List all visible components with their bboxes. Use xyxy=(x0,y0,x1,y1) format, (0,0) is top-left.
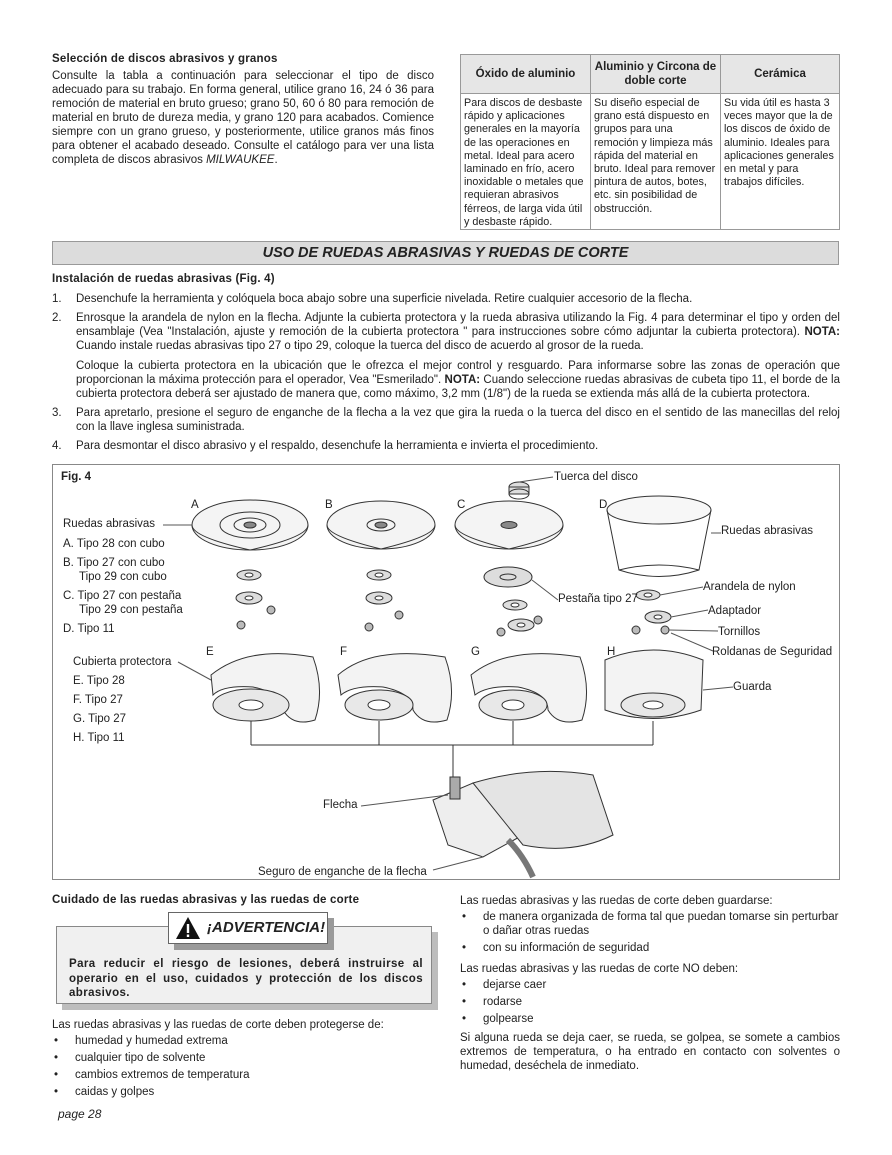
step-sub-paragraph xyxy=(76,359,840,401)
step-number: 3. xyxy=(52,407,62,419)
step-item xyxy=(52,406,840,434)
step-text: Desenchufe la herramienta y colóquela boca abajo sobre una superficie nivelada. Retire cualquier accesorio de la flecha. xyxy=(76,293,693,305)
label-spindle: Flecha xyxy=(323,799,358,811)
note-label: NOTA: xyxy=(444,374,481,386)
letter-a: A xyxy=(191,499,199,511)
letter-e: E xyxy=(206,646,214,658)
list-item: • de manera organizada de forma tal que puedan tomarse sin perturbar o dañar otras ruedas xyxy=(460,910,840,938)
store-list xyxy=(460,910,840,958)
guard-drawings xyxy=(211,650,703,722)
label-wheel-nut: Tuerca del disco xyxy=(554,471,638,483)
label-flange: Pestaña tipo 27 xyxy=(558,593,638,605)
label-type-a: A. Tipo 28 con cubo xyxy=(63,538,165,550)
list-item: • caidas y golpes xyxy=(52,1085,434,1099)
label-spindle-lock: Seguro de enganche de la flecha xyxy=(258,866,427,878)
label-type-d: D. Tipo 11 xyxy=(63,623,115,635)
step-text: Para apretarlo, presione el seguro de enganche de la flecha a la vez que gira la rueda o la tuerca del disco en el sentido de las manecillas del reloj con la llave inglesa suministrada. xyxy=(76,407,840,433)
letter-d: D xyxy=(599,499,608,511)
warning-text: Para reducir el riesgo de lesiones, deberá instruirse al operario en el uso, cuidados y protección de los discos abrasivos. xyxy=(69,958,423,999)
step-item xyxy=(52,292,840,306)
table-header-zirconia: Aluminio y Circona de doble corte xyxy=(591,55,721,94)
sub-text: Coloque la cubierta protectora en la ubicación que le ofrezca el mejor control y resguardo. Para informarse sobre las zonas de operación que proporcionan la máxima protección para el operador, Vea "Esmerilado". xyxy=(76,360,840,386)
cup-wheel-d-drawing xyxy=(607,496,711,577)
section-heading-disc-selection: Selección de discos abrasivos y granos xyxy=(52,53,278,65)
label-type-c1: C. Tipo 27 con pestaña xyxy=(63,590,182,602)
list-item: • golpearse xyxy=(460,1012,840,1026)
disc-selection-paragraph xyxy=(52,69,434,167)
letter-f: F xyxy=(340,646,348,658)
brand-name: MILWAUKEE xyxy=(206,154,275,166)
section-heading-installation: Instalación de ruedas abrasivas (Fig. 4) xyxy=(52,273,275,285)
letter-g: G xyxy=(471,646,480,658)
label-type-h: H. Tipo 11 xyxy=(73,732,125,744)
section-banner: USO DE RUEDAS ABRASIVAS Y RUEDAS DE CORTE xyxy=(52,241,839,265)
table-cell-aluminum-oxide: Para discos de desbaste rápido y aplicaciones generales en la mayoría de las operaciones en metal. Ideal para acero laminado en frío, acero inoxidable o metales que requieran abrasivos férreos, de larga vida útil y desbaste rápido. xyxy=(461,94,591,230)
label-lockwashers: Roldanas de Seguridad xyxy=(712,646,833,658)
step-text: Para desmontar el disco abrasivo y el respaldo, desenchufe la herramienta e invierta el procedimiento. xyxy=(76,440,599,452)
list-item: • dejarse caer xyxy=(460,978,840,992)
protect-intro: Las ruedas abrasivas y las ruedas de corte deben protegerse de: xyxy=(52,1019,384,1031)
list-item: • humedad y humedad extrema xyxy=(52,1034,434,1048)
installation-steps xyxy=(52,292,840,458)
store-intro: Las ruedas abrasivas y las ruedas de corte deben guardarse: xyxy=(460,895,773,907)
label-wheels-left: Ruedas abrasivas xyxy=(63,518,156,530)
label-adapter: Adaptador xyxy=(708,605,762,617)
step-item xyxy=(52,311,840,401)
list-item: • rodarse xyxy=(460,995,840,1009)
table-cell-zirconia: Su diseño especial de grano está dispuesto en grupos para una remoción y limpieza más rápida del material en bruto. Ideal para remover pintura de autos, botes, etc. sin posibilidad de obstrucción. xyxy=(591,94,721,230)
label-nylon-washer: Arandela de nylon xyxy=(703,581,796,593)
grinder-drawing xyxy=(433,771,613,877)
label-type-c2: Tipo 29 con pestaña xyxy=(79,604,183,616)
label-type-e: E. Tipo 28 xyxy=(73,675,125,687)
not-intro: Las ruedas abrasivas y las ruedas de corte NO deben: xyxy=(460,963,739,975)
disc-selection-text-end: . xyxy=(274,154,278,166)
label-type-b1: B. Tipo 27 con cubo xyxy=(63,557,165,569)
table-cell-ceramic: Su vida útil es hasta 3 veces mayor que la de los discos de óxido de aluminio. Ideales para aplicaciones generales en metal y para trabajos difíciles. xyxy=(721,94,840,230)
wheel-a-drawing xyxy=(192,500,308,550)
wheel-b-drawing xyxy=(327,501,435,549)
label-wheels-right: Ruedas abrasivas xyxy=(721,525,814,537)
figure-4 xyxy=(52,464,840,880)
warning-title-box xyxy=(168,912,328,944)
wheel-nut-drawing xyxy=(509,482,529,499)
wheel-c-drawing xyxy=(455,501,563,549)
label-guard-right: Guarda xyxy=(733,681,772,693)
step-number: 2. xyxy=(52,312,62,324)
warning-title: ¡ADVERTENCIA! xyxy=(207,919,326,936)
letter-c: C xyxy=(457,499,466,511)
list-item: • cambios extremos de temperatura xyxy=(52,1068,434,1082)
protect-list xyxy=(52,1034,434,1102)
table-header-ceramic: Cerámica xyxy=(721,55,840,94)
label-type-g: G. Tipo 27 xyxy=(73,713,127,725)
warning-triangle-icon xyxy=(175,916,201,940)
label-type-b2: Tipo 29 con cubo xyxy=(79,571,167,583)
step-number: 1. xyxy=(52,293,62,305)
page-number: page 28 xyxy=(58,1107,102,1121)
label-screws: Tornillos xyxy=(718,626,761,638)
step-item xyxy=(52,439,840,453)
table-header-aluminum-oxide: Óxido de aluminio xyxy=(461,55,591,94)
step-text: Enrosque la arandela de nylon en la flecha. Adjunte la cubierta protectora y la rueda abrasiva utilizando la Fig. 4 para determinar el tipo y orden del ensamblaje (Vea "Instalación, ajuste y remoción de la cubierta protectora " para instrucciones sobre cómo adjuntar la cubierta protectora). xyxy=(76,312,840,338)
disc-selection-text: Consulte la tabla a continuación para seleccionar el tipo de disco adecuado para su trabajo. En forma general, utilice grano 16, 24 ó 36 para remoción de material en bruto grueso; grano 50, 60 ó 80 para remoción de material en bruto de dureza media, y grano 120 para acabados. Comience siempre con un grano grueso, y posteriormente, utilice granos más finos para obtener el acabado deseado. Consulte el catálogo para ver una lista completa de discos abrasivos xyxy=(52,70,434,166)
letter-b: B xyxy=(325,499,333,511)
figure-title: Fig. 4 xyxy=(61,471,92,483)
abrasive-table xyxy=(460,54,840,230)
not-list xyxy=(460,978,840,1029)
letter-h: H xyxy=(607,646,616,658)
list-item: • cualquier tipo de solvente xyxy=(52,1051,434,1065)
note-text: Cuando instale ruedas abrasivas tipo 27 o tipo 29, coloque la tuerca del disco de acuerdo al grosor de la rueda. xyxy=(76,340,644,352)
note-text: Cuando seleccione ruedas abrasivas de cubeta tipo 11, el borde de la cubierta protectora deberá ser ajustado de manera que, como máximo, 3,2 mm (1/8") de la rueda se extienda más allá de la cubierta protectora. xyxy=(76,374,841,400)
label-type-f: F. Tipo 27 xyxy=(73,694,123,706)
step-number: 4. xyxy=(52,440,62,452)
section-heading-care: Cuidado de las ruedas abrasivas y las ruedas de corte xyxy=(52,894,360,906)
list-item: • con su información de seguridad xyxy=(460,941,840,955)
label-guard-left: Cubierta protectora xyxy=(73,656,172,668)
closing-paragraph: Si alguna rueda se deja caer, se rueda, se golpea, se somete a cambios extremos de temperatura, o ha entrado en contacto con solventes o humedad, deséchela de inmediato. xyxy=(460,1032,840,1072)
note-label: NOTA: xyxy=(804,326,840,338)
